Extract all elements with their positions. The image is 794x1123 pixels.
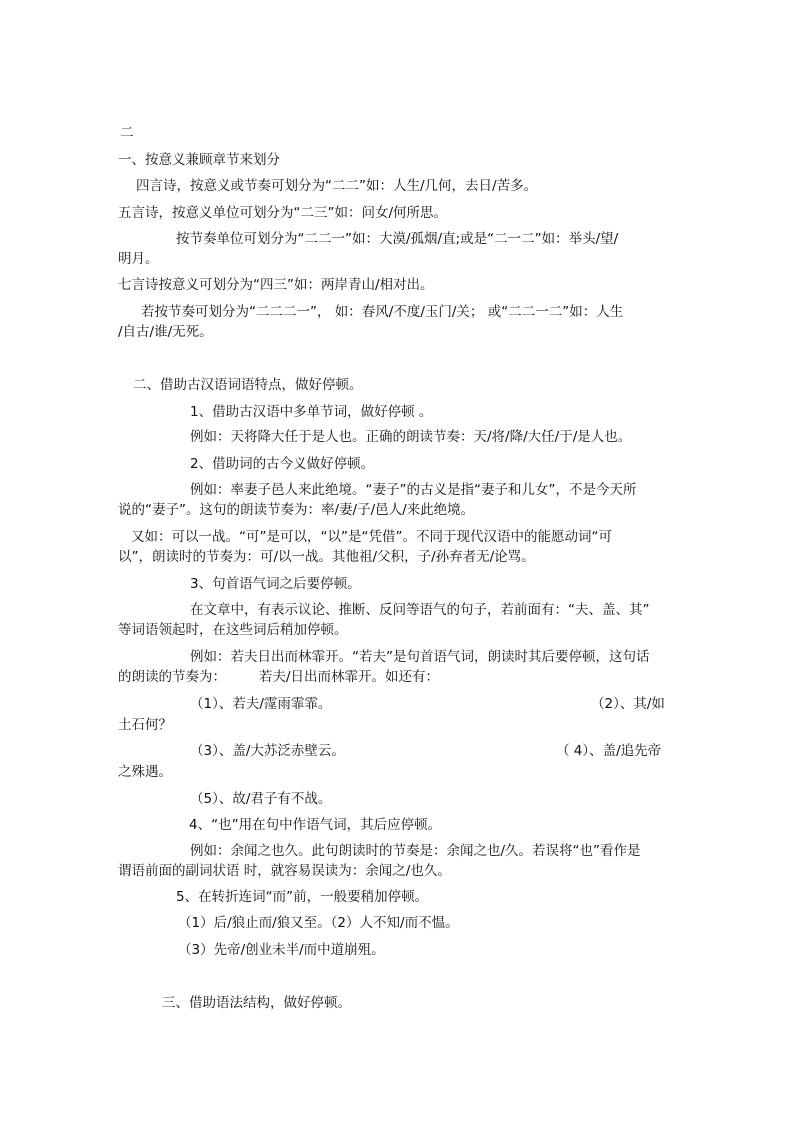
- subsection-title: 1、借助古汉语中多单节词，做好停顿 。: [190, 404, 433, 420]
- subsection-title: 2、借助词的古今义做好停顿。: [190, 456, 375, 472]
- paragraph-line: 的朗读的节奏为：: [118, 669, 226, 685]
- paragraph-line: 谓语前面的副词状语 时，就容易误读为：余闻之/也久。: [118, 863, 451, 879]
- paragraph-line: 若按节奏可划分为“二二二一”， 如：春风/不度/玉门/关； 或“二二一二”如：人生: [141, 304, 624, 320]
- subsection-title: 5、在转折连词“而”前，一般要稍加停顿。: [176, 889, 429, 905]
- paragraph-line: 五言诗，按意义单位可划分为“二三”如：问女/何所思。: [118, 205, 448, 221]
- example-item: （5）、故/君子有不战。: [190, 791, 332, 807]
- paragraph-line: 在文章中，有表示议论、推断、反问等语气的句子，若前面有：“夫、盖、其”: [190, 602, 650, 618]
- example-item: （2）、其/如: [591, 696, 665, 712]
- paragraph-line: （1）后/狼止而/狼又至。（2）人不知/而不愠。: [178, 915, 459, 931]
- paragraph-line: 例如：若夫日出而林霏开。“若夫”是句首语气词，朗读时其后要停顿，这句话: [190, 649, 650, 665]
- top-heading: 二: [120, 125, 134, 141]
- section-1-title: 一、按意义兼顾章节来划分: [118, 152, 280, 168]
- paragraph-line: （3）先帝/创业未半/而中道崩殂。: [178, 942, 385, 958]
- paragraph-line: 明月。: [118, 251, 159, 267]
- example-item: （ 4）、盖/追先帝: [556, 743, 662, 759]
- example-item: 之殊遇。: [118, 764, 172, 780]
- example-item: 土石何？: [118, 717, 172, 733]
- subsection-title: 3、句首语气词之后要停顿。: [190, 576, 361, 592]
- example-item: （1）、若夫/霪雨霏霏。: [190, 696, 332, 712]
- paragraph-line: 说的“妻子”。这句的朗读节奏为：率/妻/子/邑人/来此绝境。: [118, 502, 475, 518]
- example-item: （3）、盖/大苏泛赤壁云。: [190, 743, 345, 759]
- section-3-title: 三、借助语法结构，做好停顿。: [162, 995, 351, 1011]
- paragraph-line: /自古/谁/无死。: [118, 324, 213, 340]
- paragraph-line: 例如：余闻之也久。此句朗读时的节奏是：余闻之也/久。若误将“也”看作是: [190, 843, 641, 859]
- paragraph-line: 等词语领起时，在这些词后稍加停顿。: [118, 622, 348, 638]
- subsection-title: 4、“也”用在句中作语气词，其后应停顿。: [189, 817, 442, 833]
- paragraph-line: 以”，朗读时的节奏为：可/以一战。其他祖/父积，子/孙弃者无/论骂。: [118, 549, 535, 565]
- paragraph-line: 例如：率妻子邑人来此绝境。“妻子”的古义是指“妻子和儿女”，不是今天所: [190, 482, 637, 498]
- paragraph-line: 按节奏单位可划分为“二二一”如：大漠/孤烟/直;或是“二一二”如：举头/望/: [176, 231, 619, 247]
- section-2-title: 二、借助古汉语词语特点，做好停顿。: [133, 377, 363, 393]
- paragraph-line: 又如：可以一战。“可”是可以，“以”是“凭借”。不同于现代汉语中的能愿动词“可: [131, 529, 612, 545]
- paragraph-line: 四言诗，按意义或节奏可划分为“二二”如：人生/几何，去日/苦多。: [136, 178, 538, 194]
- paragraph-line: 若夫/日出而林霏开。如还有：: [259, 669, 440, 685]
- paragraph-line: 七言诗按意义可划分为“四三”如：两岸青山/相对出。: [118, 277, 434, 293]
- paragraph-line: 例如：天将降大任于是人也。正确的朗读节奏：天/将/降/大任/于/是人也。: [190, 429, 632, 445]
